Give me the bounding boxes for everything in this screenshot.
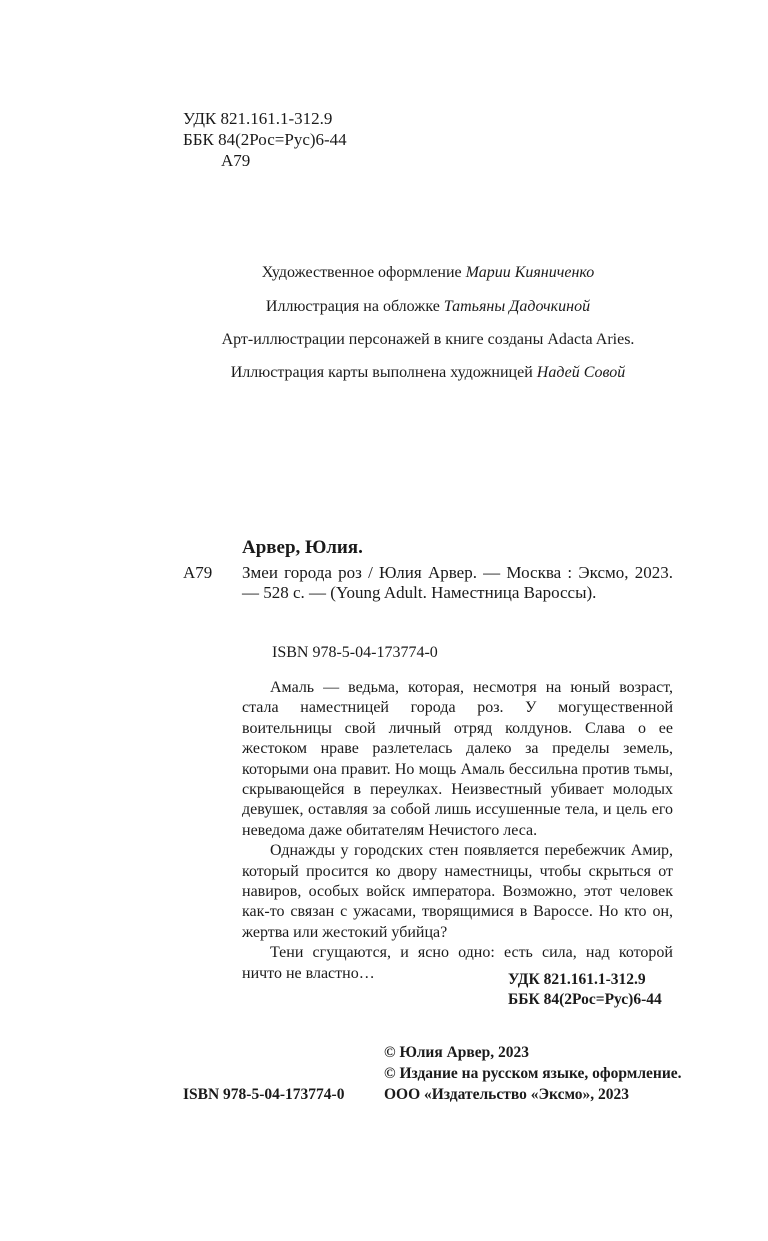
annotation — [242, 678, 673, 984]
bib-author-mark: А79 — [183, 563, 213, 582]
credit-line: Иллюстрация карты выполнена художницей Надей Совой — [230, 364, 626, 381]
annotation-udk: УДК 821.161.1-312.9 — [508, 971, 646, 988]
credit-name: Татьяны Дадочкиной — [443, 298, 591, 315]
credit-line: Иллюстрация на обложке Татьяны Дадочкиной — [265, 298, 591, 315]
credit-name: Марии Кияниченко — [465, 264, 595, 281]
bib-description: Змеи города роз / Юлия Арвер. — Москва : Эксмо, 2023. — 528 с. — (Young Adult. Наместница Вароссы). — [242, 563, 673, 602]
credit-line: Художественное оформление Марии Кияниченко — [261, 264, 595, 281]
credit-name: Надей Совой — [536, 364, 626, 381]
copyright-author: © Юлия Арвер, 2023 — [384, 1044, 530, 1061]
annotation-bbk: ББК 84(2Рос=Рус)6-44 — [508, 991, 662, 1008]
credit-line: Арт-иллюстрации персонажей в книге созданы Adacta Aries. — [221, 331, 635, 348]
copyright-isbn: ISBN 978-5-04-173774-0 — [183, 1086, 345, 1103]
udk-code: УДК 821.161.1-312.9 — [183, 109, 333, 128]
author-heading: Арвер, Юлия. — [242, 537, 363, 558]
bib-isbn: ISBN 978-5-04-173774-0 — [272, 644, 438, 661]
annotation-paragraph: Однажды у городских стен появляется перебежчик Амир, который просится ко двору наместницы, чтобы скрыться от навиров, особых войск императора. Возможно, этот человек как-то связан с ужасами, творящимися в Вароссе. Но кто он, жертва или жестокий убийца? — [242, 842, 673, 941]
copyright-publisher: ООО «Издательство «Эксмо», 2023 — [384, 1086, 630, 1103]
author-mark: А79 — [221, 151, 251, 170]
copyright-edition: © Издание на русском языке, оформление. — [384, 1065, 682, 1082]
annotation-paragraph: Амаль — ведьма, которая, несмотря на юный возраст, стала наместницей города роз. У могущественной воительницы свой личный отряд колдунов. Слава о ее жестоком нраве разлетелась далеко за пределы земель, которыми она правит. Но мощь Амаль бессильна против тьмы, скрывающейся в переулках. Неизвестный убивает молодых девушек, оставляя за собой лишь иссушенные тела, и цель его неведома даже обитателям Нечистого леса. — [242, 679, 673, 839]
annotation-paragraph: Тени сгущаются, и ясно одно: есть сила, над которой ничто не властно… — [242, 944, 673, 982]
bbk-code: ББК 84(2Рос=Рус)6-44 — [183, 130, 347, 149]
